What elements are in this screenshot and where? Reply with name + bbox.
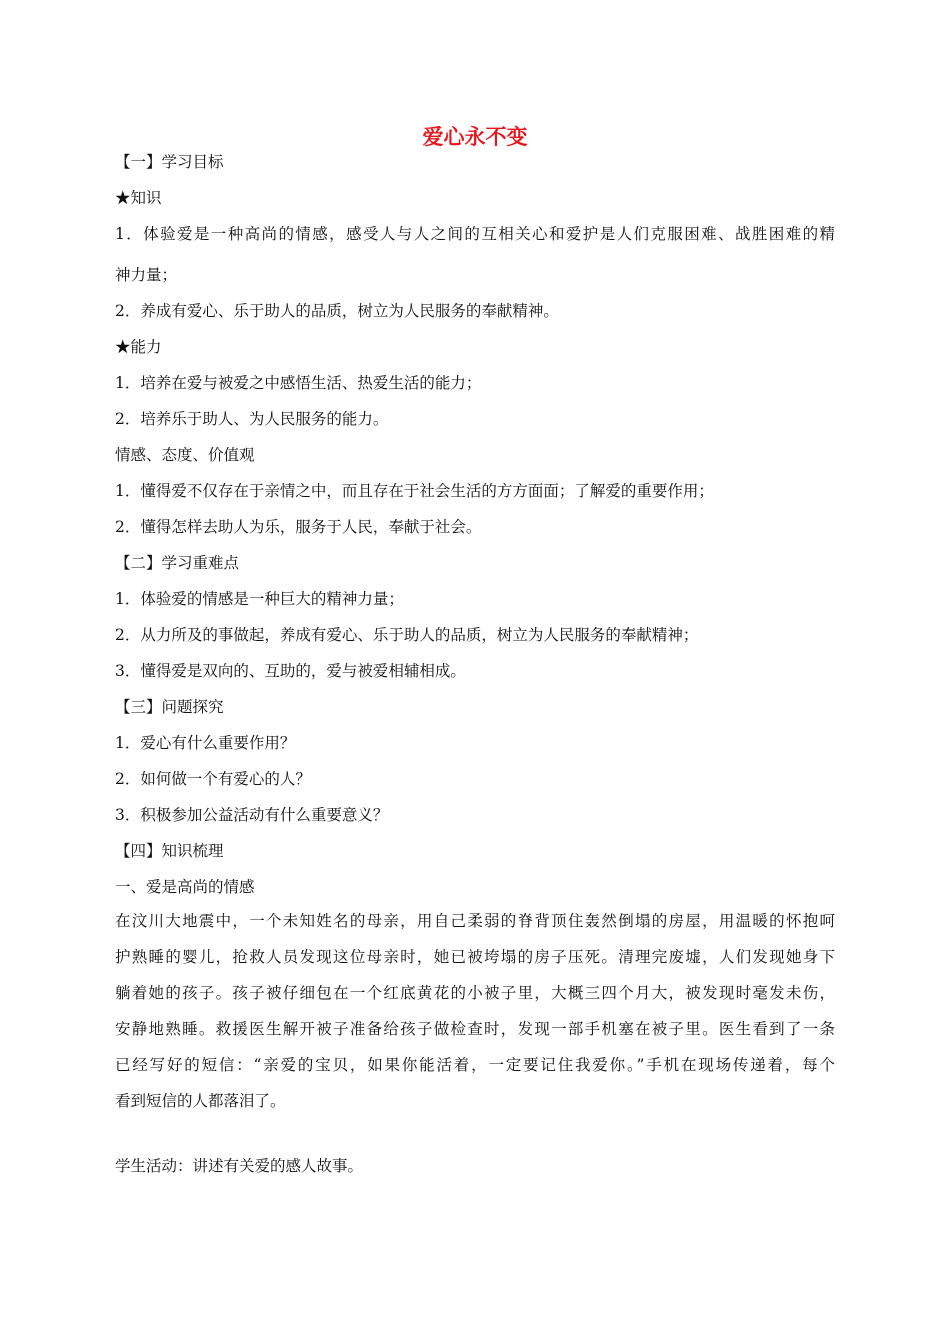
- story-line: 在汶川大地震中，一个未知姓名的母亲，用自己柔弱的脊背顶住轰然倒塌的房屋，用温暖的怀抱呵: [115, 912, 835, 930]
- key-point-2: 2．从力所及的事做起，养成有爱心、乐于助人的品质，树立为人民服务的奉献精神；: [115, 626, 699, 644]
- section-heading-key-points: 【二】学习重难点: [115, 554, 240, 572]
- subheading-ability: ★能力: [115, 338, 162, 356]
- emotion-item-1: 1．懂得爱不仅存在于亲情之中，而且存在于社会生活的方方面面；了解爱的重要作用；: [115, 482, 714, 500]
- key-point-3: 3．懂得爱是双向的、互助的，爱与被爱相辅相成。: [115, 662, 466, 680]
- knowledge-item-2: 2．养成有爱心、乐于助人的品质，树立为人民服务的奉献精神。: [115, 302, 559, 320]
- ability-item-2: 2．培养乐于助人、为人民服务的能力。: [115, 410, 389, 428]
- story-line: 已经写好的短信：“亲爱的宝贝，如果你能活着，一定要记住我爱你。”手机在现场传递着，每个: [115, 1056, 835, 1074]
- story-line: 安静地熟睡。救援医生解开被子准备给孩子做检查时，发现一部手机塞在被子里。医生看到了一条: [115, 1020, 835, 1038]
- knowledge-item-1: 1．体验爱是一种高尚的情感，感受人与人之间的互相关心和爱护是人们克服困难、战胜困难的精: [115, 225, 835, 243]
- story-line: 护熟睡的婴儿，抢救人员发现这位母亲时，她已被垮塌的房子压死。清理完废墟，人们发现她身下: [115, 948, 835, 966]
- story-line: 看到短信的人都落泪了。: [115, 1092, 286, 1110]
- inquiry-question-1: 1．爱心有什么重要作用？: [115, 734, 296, 752]
- subheading-knowledge: ★知识: [115, 189, 162, 207]
- section-heading-inquiry: 【三】问题探究: [115, 698, 224, 716]
- student-activity: 学生活动：讲述有关爱的感人故事。: [115, 1157, 364, 1175]
- subheading-emotion-attitude-values: 情感、态度、价值观: [115, 446, 255, 464]
- inquiry-question-2: 2．如何做一个有爱心的人？: [115, 770, 311, 788]
- story-paragraph: [115, 910, 835, 1126]
- key-point-1: 1．体验爱的情感是一种巨大的精神力量；: [115, 590, 404, 608]
- section-heading-learning-goals: 【一】学习目标: [115, 153, 224, 171]
- section-heading-knowledge-review: 【四】知识梳理: [115, 842, 224, 860]
- story-line: 躺着她的孩子。孩子被仔细包在一个红底黄花的小被子里，大概三四个月大，被发现时毫发未伤，: [115, 984, 835, 1002]
- subsection-heading-love: 一、爱是高尚的情感: [115, 878, 255, 896]
- emotion-item-2: 2．懂得怎样去助人为乐，服务于人民，奉献于社会。: [115, 518, 482, 536]
- ability-item-1: 1．培养在爱与被爱之中感悟生活、热爱生活的能力；: [115, 374, 482, 392]
- inquiry-question-3: 3．积极参加公益活动有什么重要意义？: [115, 806, 389, 824]
- page-title: 爱心永不变: [422, 125, 528, 149]
- knowledge-item-1-continued: 神力量；: [115, 266, 178, 284]
